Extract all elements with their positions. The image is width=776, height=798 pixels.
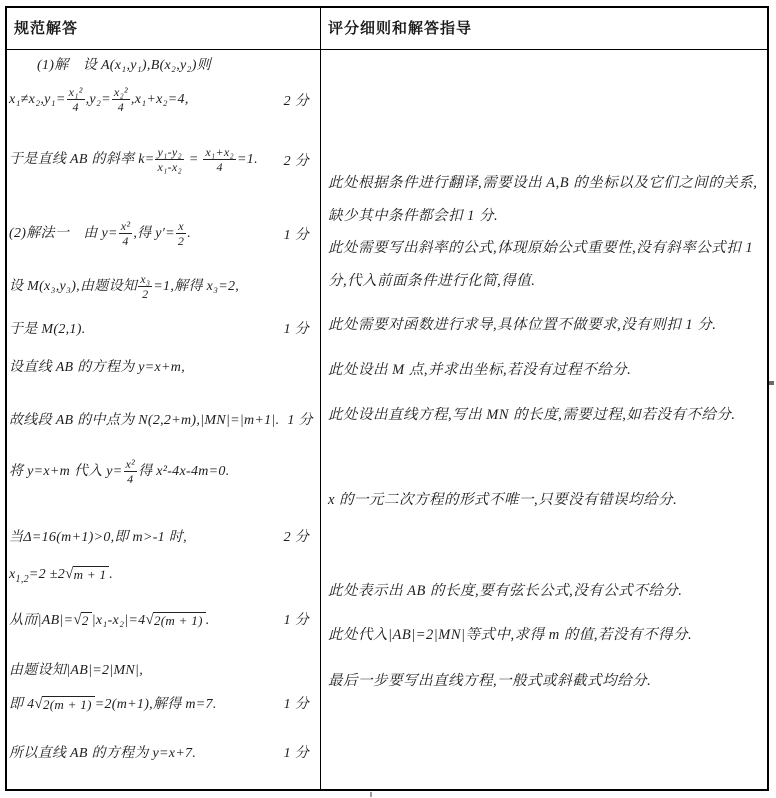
- solution-line: [9, 318, 309, 338]
- solution-line: [9, 409, 313, 429]
- square-root: √ m + 1: [65, 566, 109, 583]
- table-header-row: [7, 8, 767, 50]
- solution-step-text: 当Δ=16(m+1)>0,即 m>-1 时,: [9, 530, 187, 545]
- score-label: 2 分: [283, 530, 309, 545]
- square-root: √ 2(m + 1): [34, 696, 94, 713]
- rubric-note: 最后一步要写出直线方程,一般式或斜截式均给分.: [328, 673, 652, 689]
- solution-line: [37, 54, 309, 74]
- solution-step-text: (1)解 设 A(x₁,y₁),B(x₂,y₂)则: [37, 58, 211, 73]
- score-label: 1 分: [283, 613, 309, 628]
- solution-step-text: 设直线 AB 的方程为 y=x+m,: [9, 360, 185, 375]
- col-header-rubric: 评分细则和解答指导: [328, 20, 473, 37]
- solution-step-text: 所以直线 AB 的方程为 y=x+7.: [9, 746, 197, 761]
- rubric-note: 此处需要对函数进行求导,具体位置不做要求,没有则扣 1 分.: [328, 317, 717, 333]
- solution-step-text: 由题设知|AB|=2|MN|,: [9, 663, 143, 678]
- rubric-note: 此处代入|AB|=2|MN|等式中,求得 m 的值,若没有不得分.: [328, 627, 693, 643]
- solution-step-text: 于是直线 AB 的斜率 k= $\frac{\text{y₁-y₂}}{\text{x₁-x₂}}$ = $\frac{\text{x₁+x₂}}{4}$ =1.: [9, 145, 258, 175]
- solution-step-text: 故线段 AB 的中点为 N(2,2+m),|MN|=|m+1|.: [9, 413, 280, 428]
- solution-step-text: 从而|AB|= √ 2 |x₁-x₂|=4 √ 2(m + 1) .: [9, 612, 210, 628]
- solution-line: [9, 85, 309, 115]
- fraction: $\frac{\text{x₂²}}{4}$: [113, 85, 128, 115]
- fraction: $\frac{\text{x₃}}{2}$: [140, 272, 151, 302]
- solution-step-text: x₁≠x₂,y₁= $\frac{\text{x₁²}}{4}$ ,y₂= $\frac{\text{x₂²}}{4}$ ,x₁+x₂=4,: [9, 85, 189, 115]
- grading-table: [5, 6, 769, 791]
- square-root: √ 2(m + 1): [145, 612, 205, 629]
- scan-artifact: [769, 381, 774, 385]
- solution-step-text: 设 M(x₃,y₃),由题设知 $\frac{\text{x₃}}{2}$ =1,解得 x₃=2,: [9, 272, 240, 302]
- rubric-note: x 的一元二次方程的形式不唯一,只要没有错误均给分.: [328, 492, 678, 508]
- score-label: 1 分: [283, 322, 309, 337]
- score-label: 1 分: [283, 227, 309, 243]
- subscript: 1,2: [15, 573, 29, 585]
- solution-step-text: 将 y=x+m 代入 y= $\frac{\text{x²}}{4}$ 得 x²-4x-4m=0.: [9, 457, 230, 487]
- fraction: $\frac{\text{x₁²}}{4}$: [68, 85, 83, 115]
- solution-column: [7, 50, 321, 789]
- scan-artifact: [370, 792, 372, 797]
- score-label: 1 分: [283, 746, 309, 761]
- solution-line: [9, 565, 309, 585]
- solution-line: [9, 742, 309, 762]
- solution-step-text: 即 4 √ 2(m + 1) =2(m+1),解得 m=7.: [9, 696, 217, 712]
- solution-line: [9, 659, 309, 679]
- rubric-note: 此处根据条件进行翻译,需要设出 A,B 的坐标以及它们之间的关系,缺少其中条件都会扣 1 分.: [328, 175, 758, 224]
- rubric-note: 此处表示出 AB 的长度,要有弦长公式,没有公式不给分.: [328, 583, 683, 599]
- solution-step-text: 于是 M(2,1).: [9, 322, 86, 337]
- rubric-note: 此处需要写出斜率的公式,体现原始公式重要性,没有斜率公式扣 1 分,代入前面条件进行化简,得值.: [328, 240, 754, 289]
- fraction: $\frac{\text{x₁+x₂}}{4}$: [205, 145, 235, 175]
- score-label: 1 分: [283, 697, 309, 712]
- rubric-column: [321, 50, 767, 789]
- fraction: $\frac{\text{y₁-y₂}}{\text{x₁-x₂}}$: [157, 145, 183, 175]
- square-root: √ 2: [73, 612, 91, 629]
- score-label: 2 分: [283, 93, 309, 109]
- table-body-row: [7, 50, 767, 789]
- fraction: $\frac{x}{2}$: [177, 219, 185, 249]
- col-header-solution: 规范解答: [7, 8, 321, 49]
- score-label: 1 分: [287, 413, 313, 428]
- score-label: 2 分: [283, 153, 309, 169]
- rubric-note: 此处设出直线方程,写出 MN 的长度,需要过程,如若没有不给分.: [328, 407, 736, 423]
- solution-line: [9, 272, 309, 302]
- solution-line: [9, 693, 309, 713]
- solution-line: [9, 356, 309, 376]
- solution-line: [9, 145, 309, 175]
- solution-line: [9, 457, 309, 487]
- fraction: $\frac{\text{x²}}{4}$: [125, 457, 136, 487]
- solution-step-text: (2)解法一 由 y= $\frac{\text{x²}}{4}$ ,得 y′= $\frac{x}{2}$ .: [9, 219, 192, 249]
- solution-line: [9, 219, 309, 249]
- solution-line: [9, 609, 309, 629]
- fraction: $\frac{\text{x²}}{4}$: [120, 219, 131, 249]
- solution-step-text: $x_{1,2}=2 \pm 2$ √ m + 1 .: [9, 565, 114, 585]
- solution-line: [9, 526, 309, 546]
- rubric-note: 此处设出 M 点,并求出坐标,若没有过程不给分.: [328, 362, 632, 378]
